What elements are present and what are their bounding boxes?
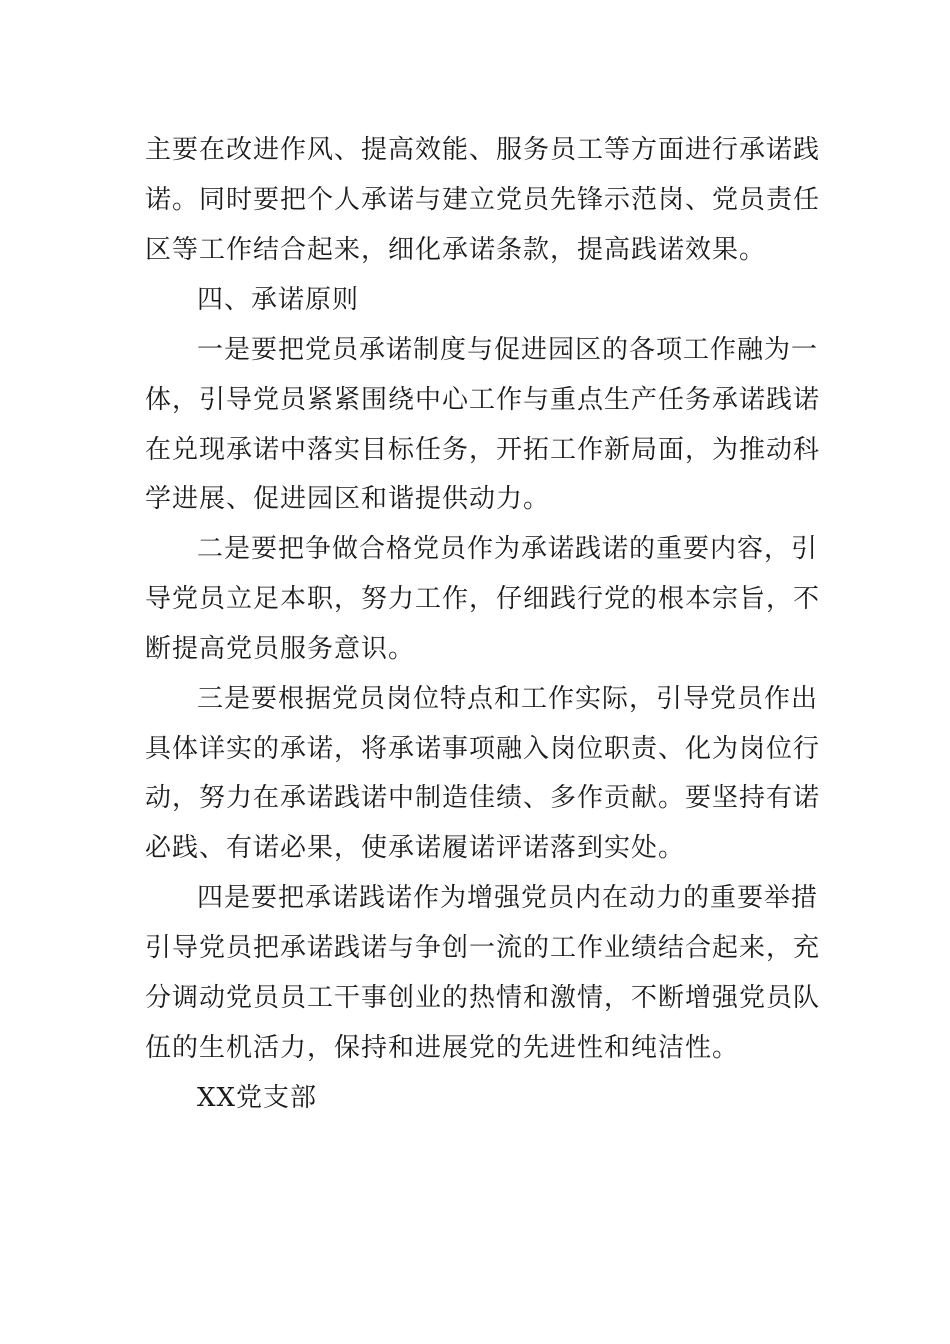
body-line: 在兑现承诺中落实目标任务，开拓工作新局面，为推动科 xyxy=(145,435,821,465)
body-line: 主要在改进作风、提高效能、服务员工等方面进行承诺践 xyxy=(145,135,821,165)
body-line: 体，引导党员紧紧围绕中心工作与重点生产任务承诺践诺 xyxy=(145,385,821,415)
body-line: 具体详实的承诺，将承诺事项融入岗位职责、化为岗位行 xyxy=(145,734,821,764)
body-line: 区等工作结合起来，细化承诺条款，提高践诺效果。 xyxy=(145,235,767,265)
body-line: 分调动党员员工干事创业的热情和激情，不断增强党员队 xyxy=(145,983,821,1013)
body-line: 断提高党员服务意识。 xyxy=(145,634,416,664)
body-line: 引导党员把承诺践诺与争创一流的工作业绩结合起来，充 xyxy=(145,933,821,963)
body-line: 三是要根据党员岗位特点和工作实际，引导党员作出 xyxy=(197,684,819,714)
body-line: 一是要把党员承诺制度与促进园区的各项工作融为一 xyxy=(197,335,819,365)
body-line: 学进展、促进园区和谐提供动力。 xyxy=(145,484,551,514)
body-line: 导党员立足本职，努力工作，仔细践行党的根本宗旨，不 xyxy=(145,584,821,614)
section-heading: 四、承诺原则 xyxy=(197,285,360,315)
body-line: 诺。同时要把个人承诺与建立党员先锋示范岗、党员责任 xyxy=(145,185,821,215)
signature-line: XX党支部 xyxy=(197,1083,318,1113)
body-line: 四是要把承诺践诺作为增强党员内在动力的重要举措 xyxy=(197,883,819,913)
body-line: 伍的生机活力，保持和进展党的先进性和纯洁性。 xyxy=(145,1033,740,1063)
body-line: 动，努力在承诺践诺中制造佳绩、多作贡献。要坚持有诺 xyxy=(145,783,821,813)
body-line: 必践、有诺必果，使承诺履诺评诺落到实处。 xyxy=(145,833,686,863)
body-line: 二是要把争做合格党员作为承诺践诺的重要内容，引 xyxy=(197,534,819,564)
